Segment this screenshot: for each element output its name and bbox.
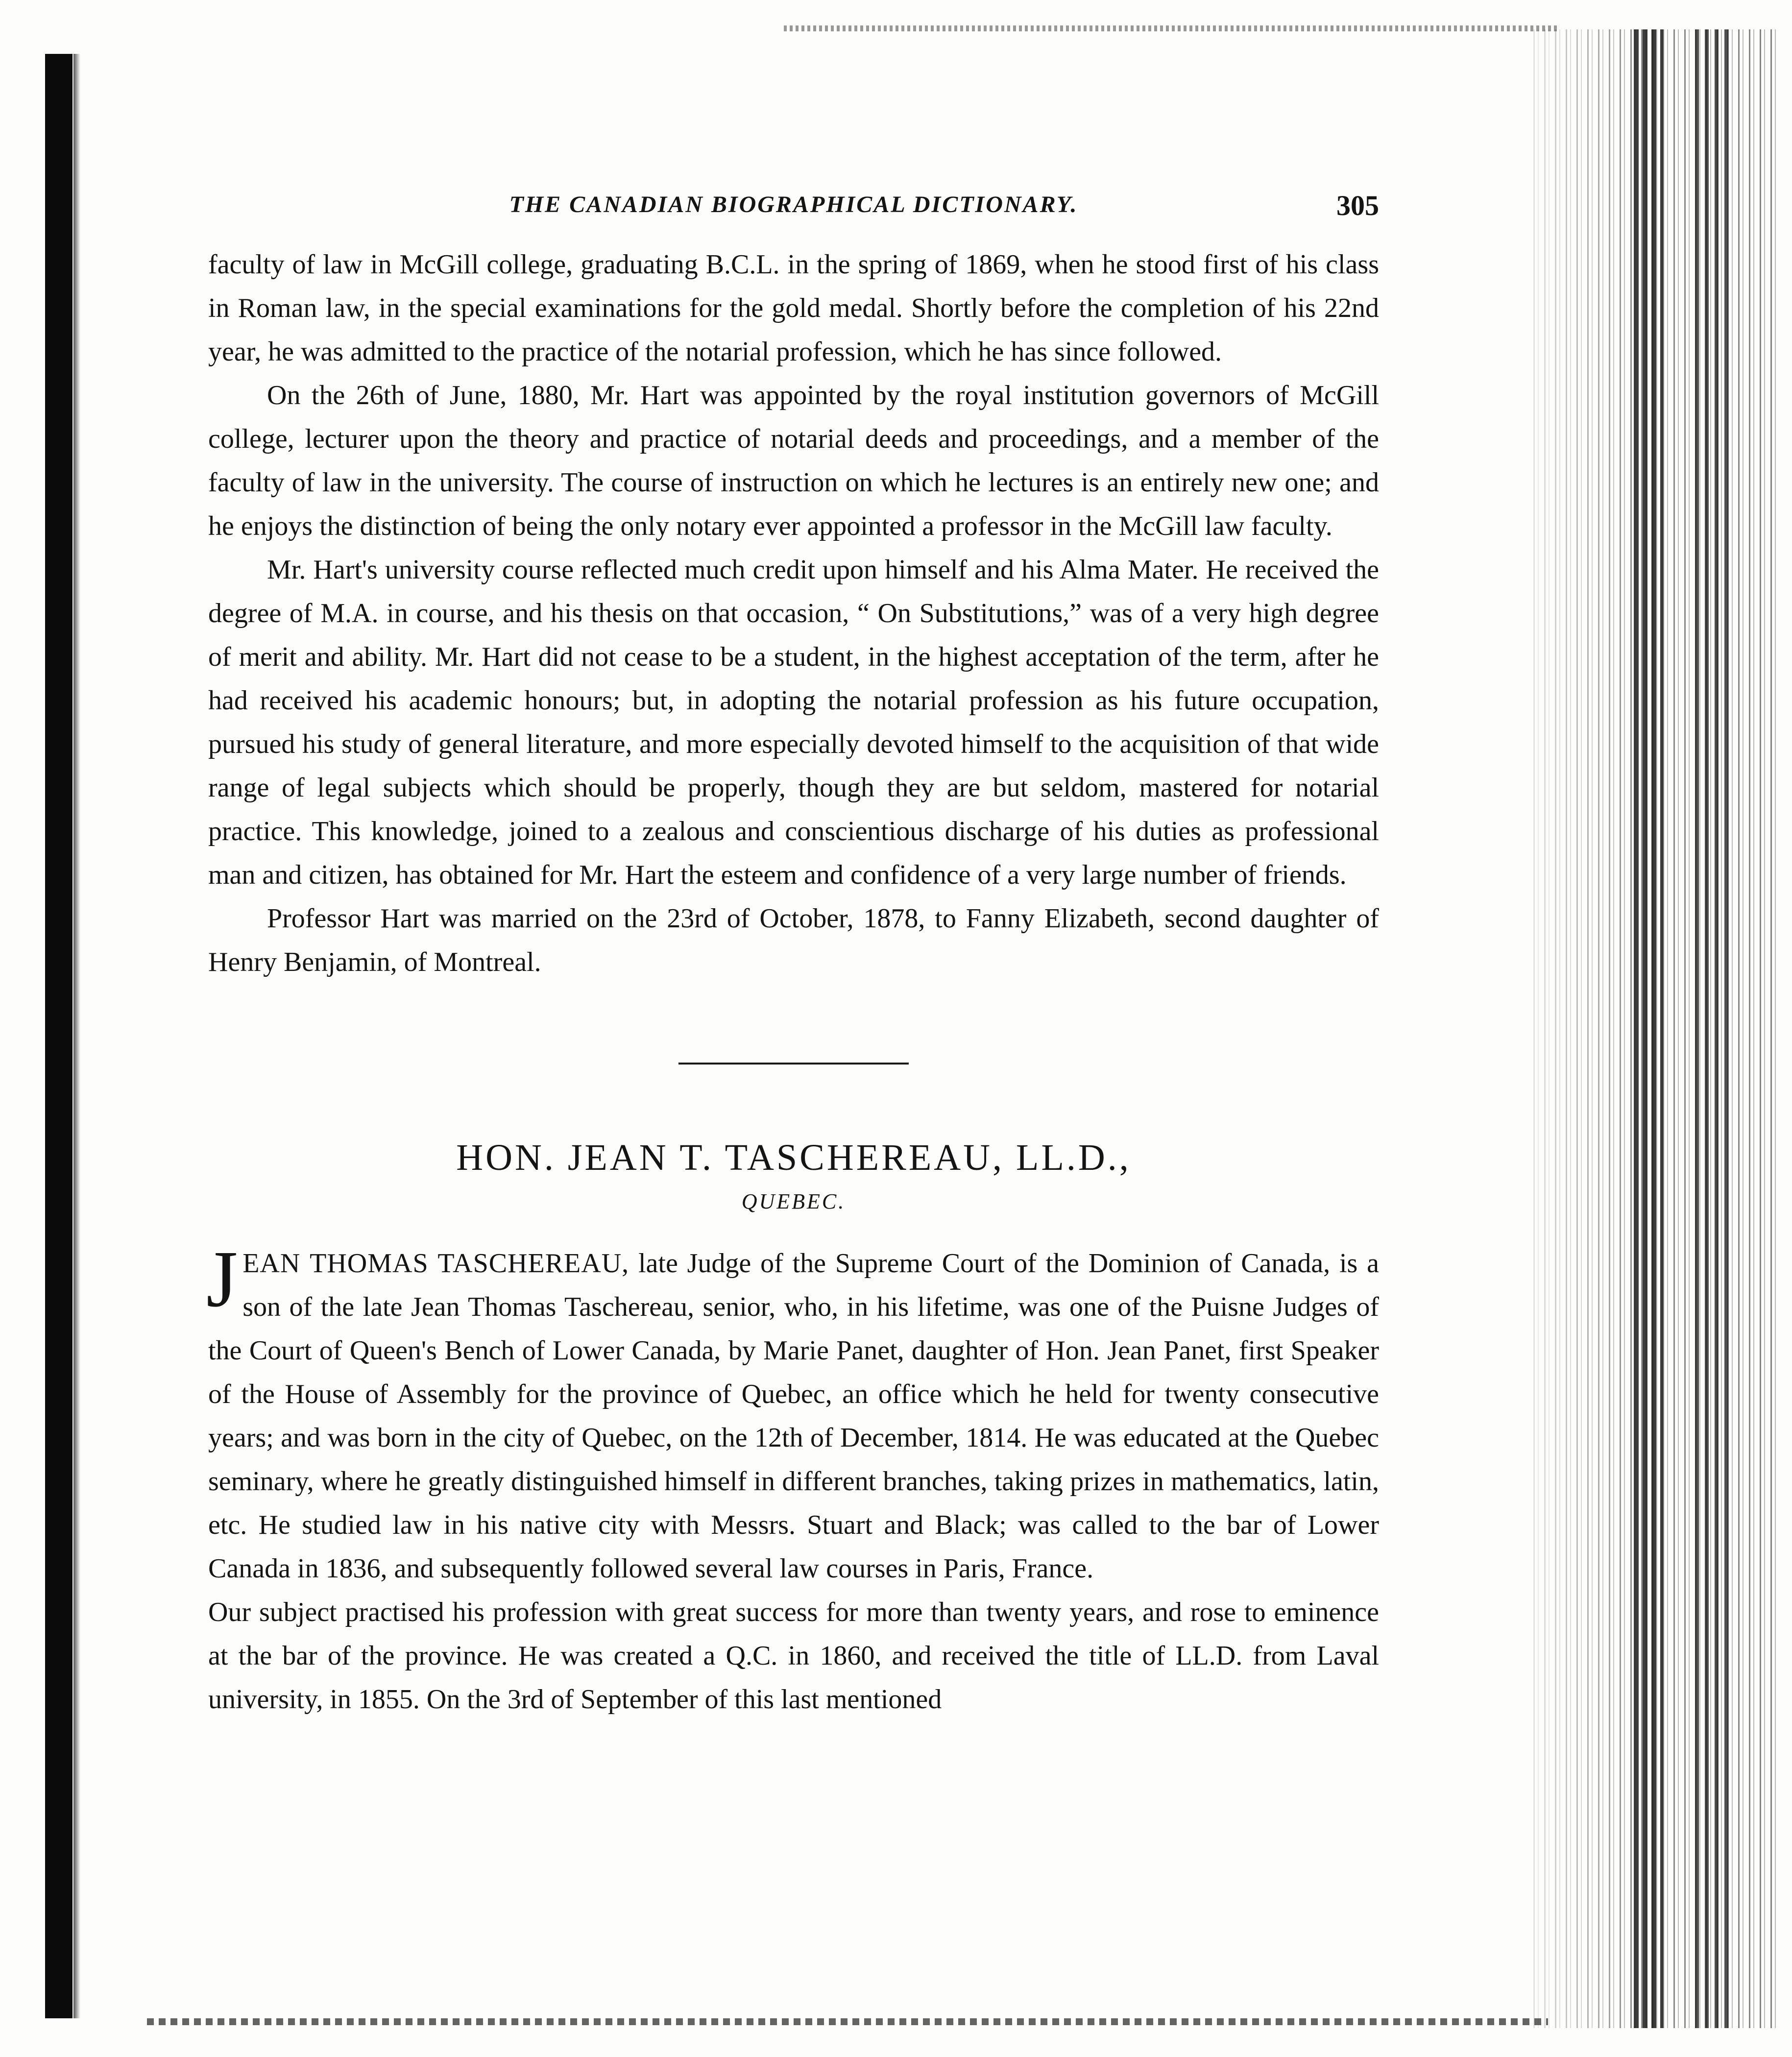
- paragraph: Professor Hart was married on the 23rd of October, 1878, to Fanny Elizabeth, second daughter of Henry Benjamin, of Montreal.: [208, 903, 1379, 977]
- paragraph: Our subject practised his profession with great success for more than twenty years, and rose to eminence at the bar of the province. He was created a Q.C. in 1860, and received the title of LL.D. from Laval university, in 1855. On the 3rd of September of this last mentioned: [208, 1597, 1379, 1715]
- page-bottom-edge-shadow: [147, 2018, 1548, 2025]
- drop-cap: J: [206, 1234, 238, 1324]
- running-head-title: THE CANADIAN BIOGRAPHICAL DICTIONARY.: [509, 192, 1078, 218]
- paragraph: Mr. Hart's university course reflected much credit upon himself and his Alma Mater. He received the degree of M.A. in course, and his thesis on that occasion, “ On Substitutions,” was of a very high degree of merit and ability. Mr. Hart did not cease to be a student, in the highest acceptation of the term, after he had received his academic honours; but, in adopting the notarial profession as his future occupation, pursued his study of general literature, and more especially devoted himself to the acquisition of that wide range of legal subjects which should be properly, though they are but seldom, mastered for notarial practice. This knowledge, joined to a zealous and conscientious discharge of his duties as professional man and citizen, has obtained for Mr. Hart the esteem and confidence of a very large number of friends.: [208, 555, 1379, 890]
- page-stack-edge-dark: [1634, 29, 1663, 2028]
- entry-heading: HON. JEAN T. TASCHEREAU, LL.D.,: [456, 1137, 1131, 1178]
- page-stack-edge-right: [1695, 29, 1729, 2028]
- paragraph: faculty of law in McGill college, graduating B.C.L. in the spring of 1869, when he stood first of his class in Roman law, in the special examinations for the gold medal. Shortly before the completion of his 22nd year, he was admitted to the practice of the notarial profession, which he has since followed.: [208, 249, 1379, 367]
- running-head: [208, 191, 1379, 225]
- page-content: [208, 191, 1379, 1721]
- entry-place: QUEBEC.: [741, 1189, 846, 1213]
- paragraph: On the 26th of June, 1880, Mr. Hart was appointed by the royal institution governors of McGill college, lecturer upon the theory and practice of notarial deeds and proceedings, and a member of the faculty of law in the university. The course of instruction on which he lectures is an entirely new one; and he enjoys the distinction of being the only notary ever appointed a professor in the McGill law faculty.: [208, 380, 1379, 541]
- book-binding-shadow: [45, 54, 73, 2018]
- section-divider: [678, 1063, 909, 1065]
- paragraph: [206, 1234, 1379, 1591]
- new-entry: [206, 1234, 1379, 1721]
- paragraph-text: late Judge of the Supreme Court of the Dominion of Canada, is a son of the late Jean Thomas Taschereau, senior, who, in his lifetime, was one of the Puisne Judges of the Court of Queen's Bench of Lower Canada, by Marie Panet, daughter of Hon. Jean Panet, first Speaker of the House of Assembly for the province of Quebec, an office which he held for twenty consecutive years; and was born in the city of Quebec, on the 12th of December, 1814. He was educated at the Quebec seminary, where he greatly distinguished himself in different branches, taking prizes in mathematics, latin, etc. He studied law in his native city with Messrs. Stuart and Black; was called to the bar of Lower Canada in 1836, and subsequently followed several law courses in Paris, France.: [208, 1248, 1379, 1584]
- page-number: 305: [1336, 190, 1379, 221]
- continued-entry: [208, 243, 1379, 984]
- page-top-edge-shadow: [784, 25, 1558, 31]
- binding-gradient: [73, 54, 80, 2018]
- lead-caps: EAN THOMAS TASCHEREAU,: [242, 1248, 630, 1279]
